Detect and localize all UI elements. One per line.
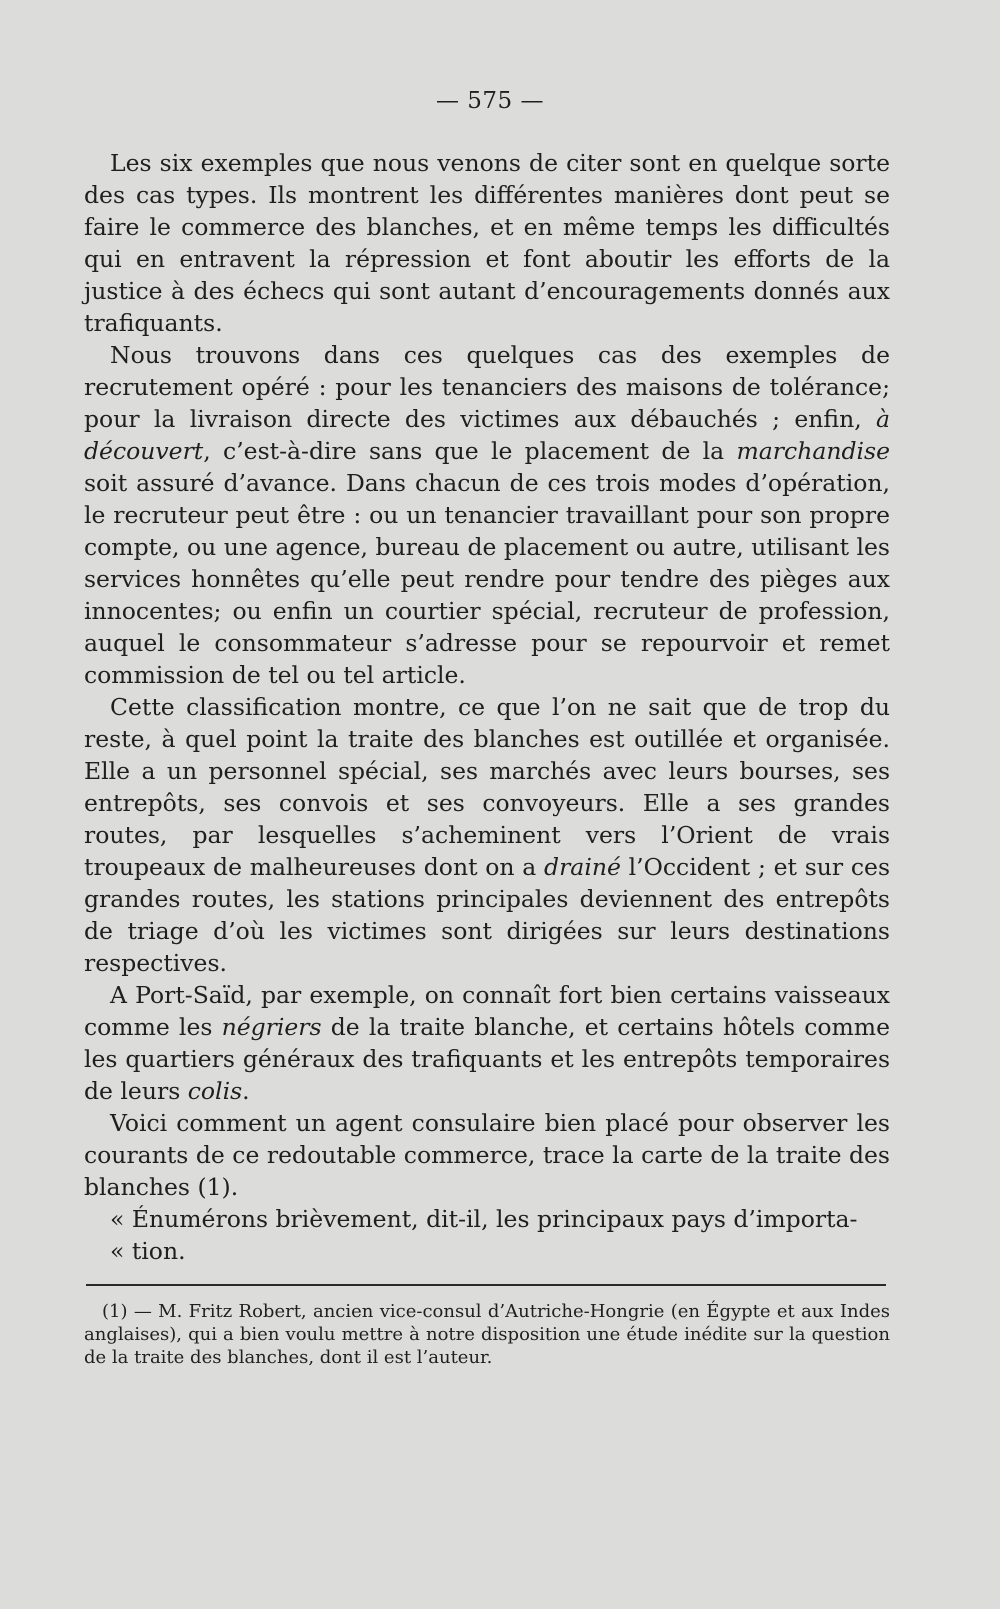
- italic-colis: colis: [187, 1077, 243, 1105]
- footnote-text: (1) — M. Fritz Robert, ancien vice-consul d’Autriche-Hongrie (en Égypte et aux Indes anglaises), qui a bien voulu mettre à notre disposition une étude inédite sur la question de la traite des blanches, dont il est l’auteur.: [84, 1301, 890, 1368]
- paragraph-3: Cette classification montre, ce que l’on ne sait que de trop du reste, à quel point la traite des blanches est outillée et organisée. Elle a un personnel spécial, ses marchés avec leurs bourses, ses entrepôts, ses convois et ses convoyeurs. Elle a ses grandes routes, par lesquelles s’acheminent vers l’Orient de vrais troupeaux de malheureuses dont on a drainé l’Occident ; et sur ces grandes routes, les stations principales deviennent des entrepôts de triage d’où les victimes sont dirigées sur leurs destinations respectives.: [84, 693, 891, 977]
- footnote: [84, 1300, 890, 1369]
- italic-a-decouvert: à découvert: [84, 405, 890, 465]
- quote-line-2: « tion.: [110, 1237, 186, 1265]
- italic-draine: drainé: [544, 853, 621, 881]
- italic-marchandise: marchandise: [736, 437, 890, 465]
- italic-negriers: négriers: [221, 1013, 322, 1041]
- paragraph-4: A Port-Saïd, par exemple, on connaît fort bien certains vaisseaux comme les négriers de la traite blanche, et certains hôtels comme les quartiers généraux des trafiquants et les entrepôts temporaires de leurs colis.: [84, 981, 890, 1105]
- footnote-divider: [86, 1284, 886, 1286]
- body-text: [84, 147, 890, 1267]
- page-number: — 575 —: [435, 88, 545, 114]
- paragraph-1: Les six exemples que nous venons de citer sont en quelque sorte des cas types. Ils montrent les différentes manières dont peut se faire le commerce des blanches, et en même temps les difficultés qui en entravent la répression et font aboutir les efforts de la justice à des échecs qui sont autant d’encouragements donnés aux trafiquants.: [84, 149, 890, 337]
- quote-line-1: « Énumérons brièvement, dit-il, les principaux pays d’importa-: [110, 1205, 858, 1233]
- paragraph-2: Nous trouvons dans ces quelques cas des exemples de recrutement opéré : pour les tenanciers des maisons de tolérance; pour la livraison directe des victimes aux débauchés ; enfin, à découvert, c’est-à-dire sans que le placement de la marchandise soit assuré d’avance. Dans chacun de ces trois modes d’opération, le recruteur peut être : ou un tenancier travaillant pour son propre compte, ou une agence, bureau de placement ou autre, utilisant les services honnêtes qu’elle peut rendre pour tendre des pièges aux innocentes; ou enfin un courtier spécial, recruteur de profession, auquel le consommateur s’adresse pour se repourvoir et remet commission de tel ou tel article.: [84, 341, 890, 689]
- paragraph-5: Voici comment un agent consulaire bien placé pour observer les courants de ce redoutable commerce, trace la carte de la traite des blanches (1).: [84, 1109, 890, 1201]
